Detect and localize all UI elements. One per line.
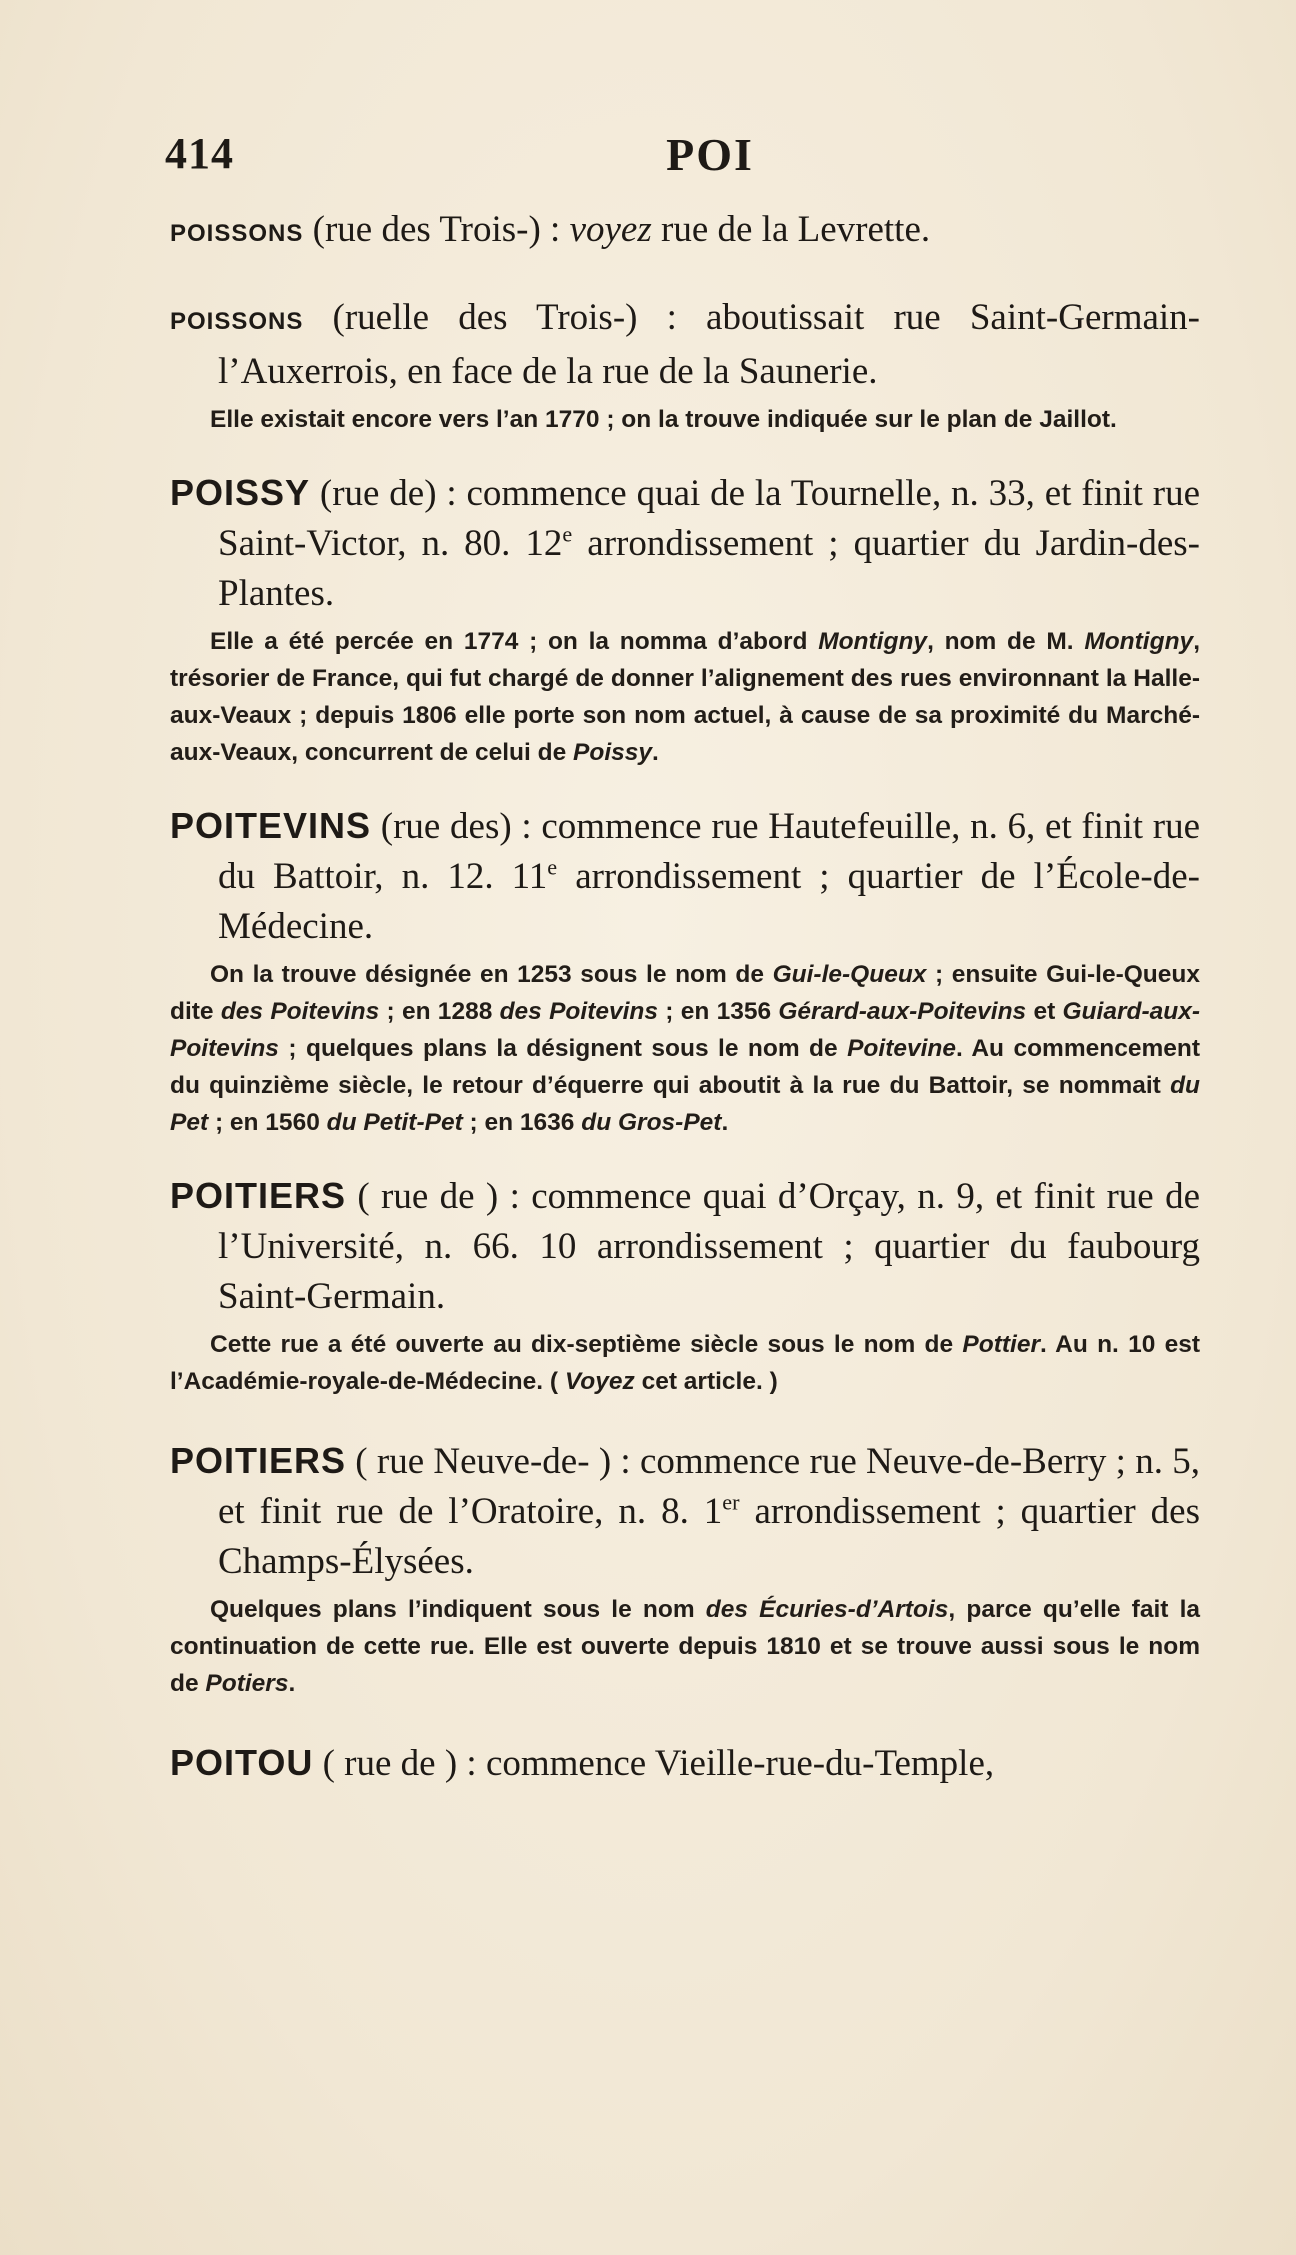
entry-note: On la trouve désignée en 1253 sous le nom de Gui-le-Queux ; ensuite Gui-le-Queux dite des Poitevins ; en 1288 des Poitevins ; en 1356 Gérard-aux-Poitevins et Guiard-aux-Poitevins ; quelques plans la désignent sous le nom de Poitevine. Au commencement du quinzième siècle, le retour d’équerre qui aboutit à la rue du Battoir, se nommait du Pet ; en 1560 du Petit-Pet ; en 1636 du Gros-Pet. — [170, 961, 1200, 1136]
running-head: POI — [666, 129, 754, 180]
entry-headword: POISSONS — [170, 220, 304, 247]
entry-poitiers — [170, 1171, 1200, 1400]
dictionary-entries — [170, 205, 1200, 1789]
entry-poissy — [170, 468, 1200, 771]
entry-note: Elle a été percée en 1774 ; on la nomma d’abord Montigny, nom de M. Montigny, trésorier de France, qui fut chargé de donner l’alignement des rues environnant la Halle-aux-Veaux ; depuis 1806 elle porte son nom actuel, à cause de sa proximité du Marché-aux-Veaux, concurrent de celui de Poissy. — [170, 628, 1200, 766]
entry-definition: POISSY (rue de) : commence quai de la Tournelle, n. 33, et finit rue Saint-Victor, n. 80. 12e arrondissement ; quartier du Jardin-des-Plantes. — [170, 472, 1200, 614]
entry-definition: POITOU ( rue de ) : commence Vieille-rue-du-Temple, — [170, 1742, 995, 1784]
entry-poitiers-neuve — [170, 1436, 1200, 1702]
entry-definition: POITIERS ( rue Neuve-de- ) : commence rue Neuve-de-Berry ; n. 5, et finit rue de l’Oratoire, n. 8. 1er arrondissement ; quartier des Champs-Élysées. — [170, 1440, 1200, 1582]
page-header — [165, 128, 1205, 188]
entry-headword: POITEVINS — [170, 805, 372, 846]
page-number: 414 — [165, 129, 234, 178]
entry-note: Cette rue a été ouverte au dix-septième siècle sous le nom de Pottier. Au n. 10 est l’Académie-royale-de-Médecine. ( Voyez cet article. ) — [170, 1331, 1201, 1395]
entry-definition: POISSONS (ruelle des Trois-) : aboutissait rue Saint-Germain-l’Auxerrois, en face de la rue de la Saunerie. — [170, 297, 1200, 392]
entry-definition: POITIERS ( rue de ) : commence quai d’Orçay, n. 9, et finit rue de l’Université, n. 66. 10 arrondissement ; quartier du faubourg Saint-Germain. — [170, 1175, 1200, 1317]
entry-headword: POITIERS — [170, 1440, 347, 1481]
entry-poissons-ruelle — [170, 293, 1200, 438]
entry-definition: POITEVINS (rue des) : commence rue Hautefeuille, n. 6, et finit rue du Battoir, n. 12. 11e arrondissement ; quartier de l’École-de-Médecine. — [170, 805, 1200, 947]
entry-definition: POISSONS (rue des Trois-) : voyez rue de la Levrette. — [170, 209, 931, 250]
entry-headword: POISSONS — [170, 308, 304, 335]
entry-poitevins — [170, 801, 1200, 1141]
entry-headword: POITOU — [170, 1742, 314, 1783]
entry-poissons-rue — [170, 205, 1200, 259]
entry-note: Elle existait encore vers l’an 1770 ; on la trouve indiquée sur le plan de Jaillot. — [210, 406, 1117, 433]
entry-poitou — [170, 1738, 1200, 1789]
entry-headword: POISSY — [170, 472, 311, 513]
entry-note: Quelques plans l’indiquent sous le nom des Écuries-d’Artois, parce qu’elle fait la continuation de cette rue. Elle est ouverte depuis 1810 et se trouve aussi sous le nom de Potiers. — [170, 1596, 1201, 1697]
entry-headword: POITIERS — [170, 1175, 347, 1216]
